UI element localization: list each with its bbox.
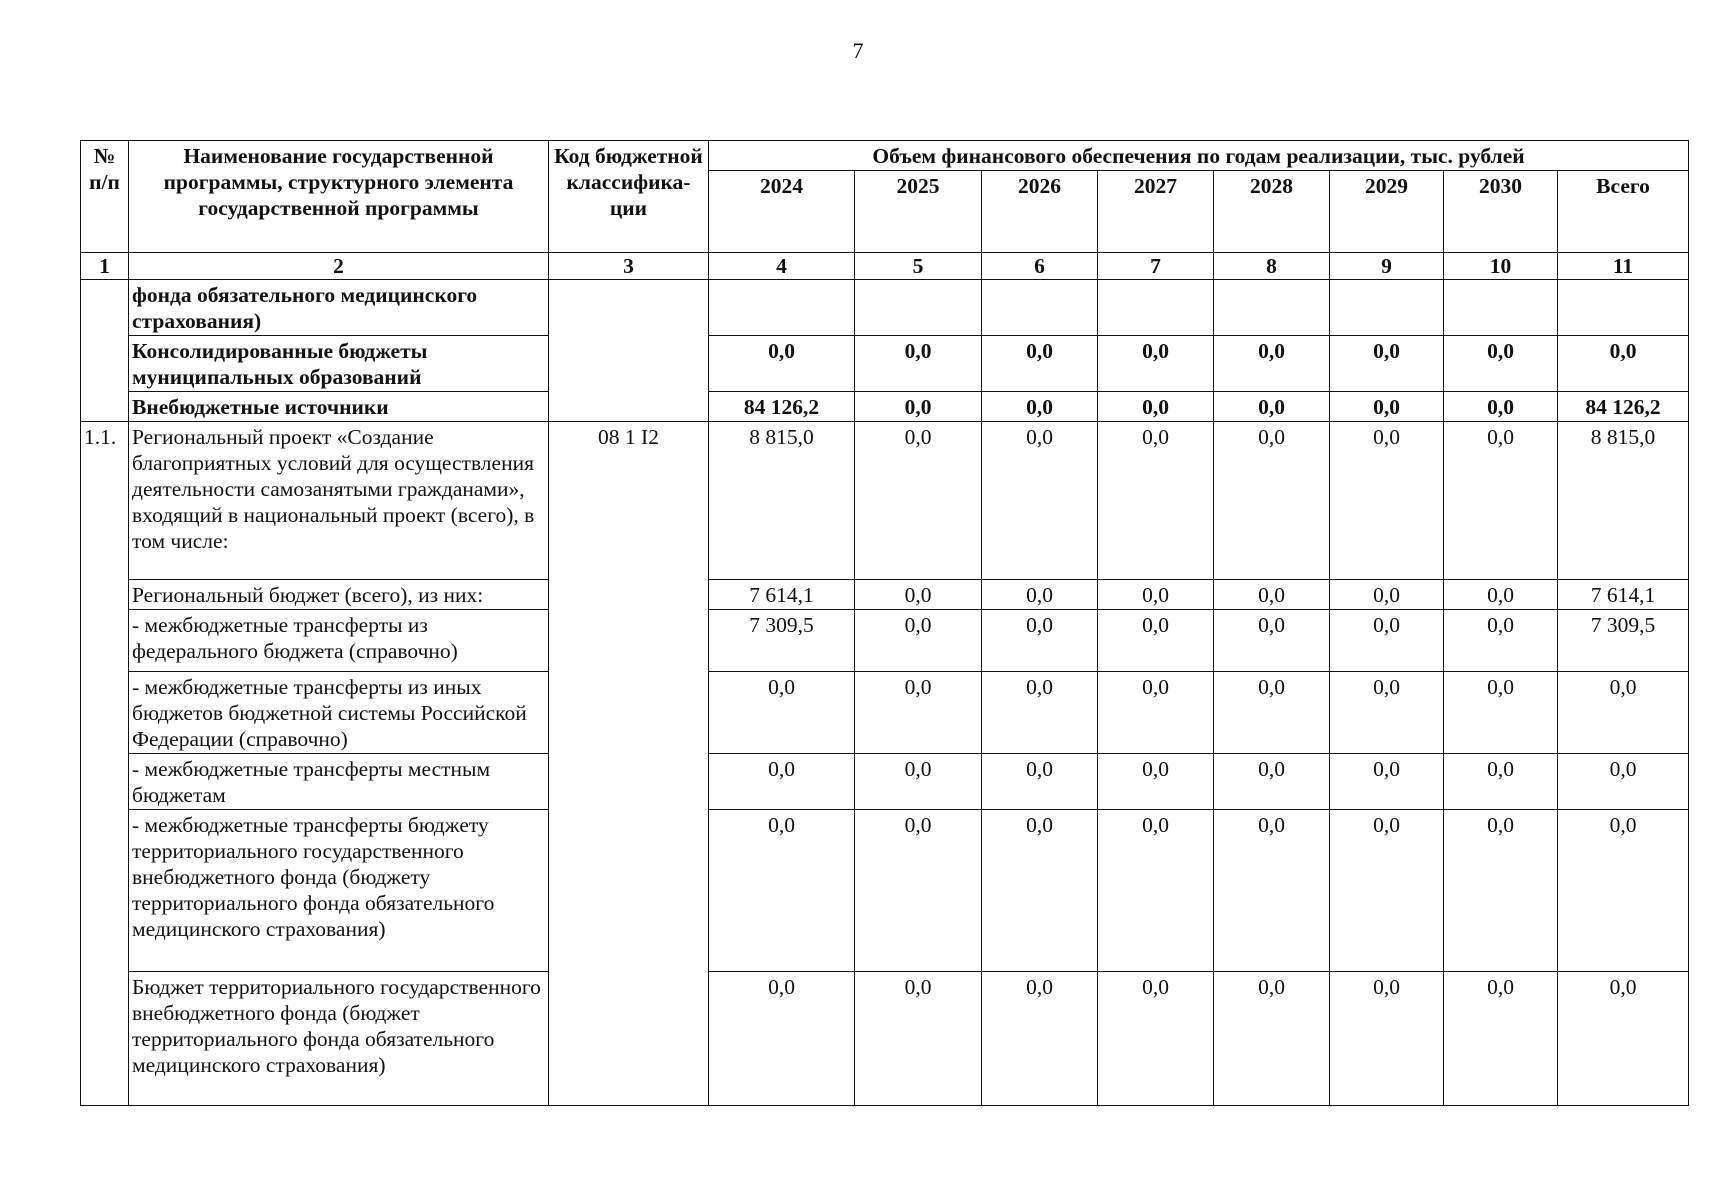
table-row [81,754,1689,810]
value-cell: 0,0 [1444,610,1558,672]
value-cell: 0,0 [1444,810,1558,972]
value-cell: 0,0 [1558,972,1689,1106]
value-cell: 0,0 [1098,580,1214,610]
row-name: фонда обязательного медицинского страхования) [129,280,549,336]
column-number: 2 [129,253,549,280]
value-cell: 0,0 [855,392,982,422]
value-cell: 0,0 [1444,392,1558,422]
value-cell: 0,0 [982,810,1098,972]
value-cell: 0,0 [855,422,982,580]
value-cell [1444,280,1558,336]
value-cell: 0,0 [709,336,855,392]
value-cell: 0,0 [1330,972,1444,1106]
value-cell: 0,0 [709,672,855,754]
value-cell: 7 614,1 [1558,580,1689,610]
value-cell: 0,0 [855,336,982,392]
value-cell: 0,0 [709,754,855,810]
value-cell: 0,0 [1098,610,1214,672]
column-number: 11 [1558,253,1689,280]
value-cell: 0,0 [1330,754,1444,810]
value-cell: 0,0 [855,810,982,972]
value-cell [1558,280,1689,336]
table-row [81,810,1689,972]
value-cell: 0,0 [982,580,1098,610]
value-cell: 84 126,2 [709,392,855,422]
value-cell: 84 126,2 [1558,392,1689,422]
table-row [81,972,1689,1106]
row-code: 08 1 I2 [549,422,709,1106]
value-cell: 0,0 [1214,580,1330,610]
table-row [81,336,1689,392]
budget-table [80,140,1689,1106]
column-number: 8 [1214,253,1330,280]
header-volume: Объем финансового обеспечения по годам реализации, тыс. рублей [709,141,1689,171]
value-cell [1214,280,1330,336]
value-cell: 0,0 [1098,336,1214,392]
value-cell: 0,0 [1098,392,1214,422]
value-cell: 7 614,1 [709,580,855,610]
value-cell: 0,0 [1214,610,1330,672]
row-name: Региональный бюджет (всего), из них: [129,580,549,610]
row-num: 1.1. [81,422,129,1106]
value-cell: 7 309,5 [1558,610,1689,672]
column-number: 10 [1444,253,1558,280]
column-number: 6 [982,253,1098,280]
value-cell: 0,0 [1444,672,1558,754]
value-cell: 0,0 [855,672,982,754]
row-num [81,280,129,422]
value-cell: 8 815,0 [1558,422,1689,580]
header-year: 2028 [1214,171,1330,253]
value-cell: 7 309,5 [709,610,855,672]
value-cell: 0,0 [1444,336,1558,392]
column-number: 5 [855,253,982,280]
value-cell: 0,0 [855,580,982,610]
value-cell: 0,0 [1098,672,1214,754]
table-row [81,610,1689,672]
column-numbers-row [81,253,1689,280]
row-name: - межбюджетные трансферты из иных бюджетов бюджетной системы Российской Федерации (справочно) [129,672,549,754]
row-name: Бюджет территориального государственного внебюджетного фонда (бюджет территориального фонда обязательного медицинского страхования) [129,972,549,1106]
value-cell: 0,0 [1214,810,1330,972]
value-cell: 0,0 [982,392,1098,422]
header-year: 2027 [1098,171,1214,253]
row-name: - межбюджетные трансферты из федерального бюджета (справочно) [129,610,549,672]
table-row [81,672,1689,754]
value-cell: 0,0 [1214,422,1330,580]
value-cell: 0,0 [1444,422,1558,580]
value-cell [1098,280,1214,336]
value-cell: 0,0 [982,972,1098,1106]
column-number: 7 [1098,253,1214,280]
value-cell: 0,0 [1330,336,1444,392]
value-cell: 0,0 [982,336,1098,392]
value-cell [709,280,855,336]
column-number: 3 [549,253,709,280]
value-cell: 0,0 [1098,754,1214,810]
table-row [81,580,1689,610]
row-name: Региональный проект «Создание благоприятных условий для осуществления деятельности самозанятыми гражданами», входящий в национальный проект (всего), в том числе: [129,422,549,580]
value-cell: 0,0 [1098,810,1214,972]
value-cell: 0,0 [1214,672,1330,754]
header-year: 2024 [709,171,855,253]
row-name: - межбюджетные трансферты бюджету территориального государственного внебюджетного фонда (бюджету территориального фонда обязательного медицинского страхования) [129,810,549,972]
value-cell [982,280,1098,336]
column-number: 4 [709,253,855,280]
value-cell: 0,0 [1558,336,1689,392]
value-cell: 0,0 [1558,810,1689,972]
value-cell: 0,0 [1330,810,1444,972]
value-cell: 0,0 [1214,754,1330,810]
value-cell: 0,0 [982,672,1098,754]
header-num: № п/п [81,141,129,253]
column-number: 1 [81,253,129,280]
value-cell: 0,0 [1330,392,1444,422]
value-cell: 0,0 [1330,580,1444,610]
value-cell: 0,0 [1558,754,1689,810]
value-cell: 0,0 [1330,610,1444,672]
table-row [81,422,1689,580]
value-cell: 0,0 [855,754,982,810]
value-cell: 0,0 [709,972,855,1106]
value-cell: 0,0 [1444,580,1558,610]
value-cell: 0,0 [1444,754,1558,810]
header-year: 2029 [1330,171,1444,253]
table-row [81,280,1689,336]
value-cell [855,280,982,336]
value-cell: 0,0 [982,754,1098,810]
row-name: Консолидированные бюджеты муниципальных образований [129,336,549,392]
row-code [549,280,709,422]
header-row-1 [81,141,1689,171]
value-cell: 0,0 [982,422,1098,580]
header-year: 2026 [982,171,1098,253]
value-cell: 0,0 [1214,972,1330,1106]
value-cell: 0,0 [1214,336,1330,392]
header-code: Код бюджетной классифика-ции [549,141,709,253]
value-cell: 0,0 [1098,972,1214,1106]
header-total: Всего [1558,171,1689,253]
row-name: Внебюджетные источники [129,392,549,422]
header-year: 2025 [855,171,982,253]
value-cell: 0,0 [982,610,1098,672]
header-year: 2030 [1444,171,1558,253]
value-cell: 0,0 [1098,422,1214,580]
value-cell: 0,0 [1558,672,1689,754]
row-name: - межбюджетные трансферты местным бюджетам [129,754,549,810]
value-cell: 0,0 [855,972,982,1106]
value-cell [1330,280,1444,336]
header-name: Наименование государственной программы, структурного элемента государственной программы [129,141,549,253]
column-number: 9 [1330,253,1444,280]
page-number: 7 [852,38,864,63]
value-cell: 0,0 [709,810,855,972]
value-cell: 0,0 [1330,672,1444,754]
value-cell: 8 815,0 [709,422,855,580]
table-row [81,392,1689,422]
value-cell: 0,0 [1444,972,1558,1106]
value-cell: 0,0 [1330,422,1444,580]
value-cell: 0,0 [855,610,982,672]
value-cell: 0,0 [1214,392,1330,422]
